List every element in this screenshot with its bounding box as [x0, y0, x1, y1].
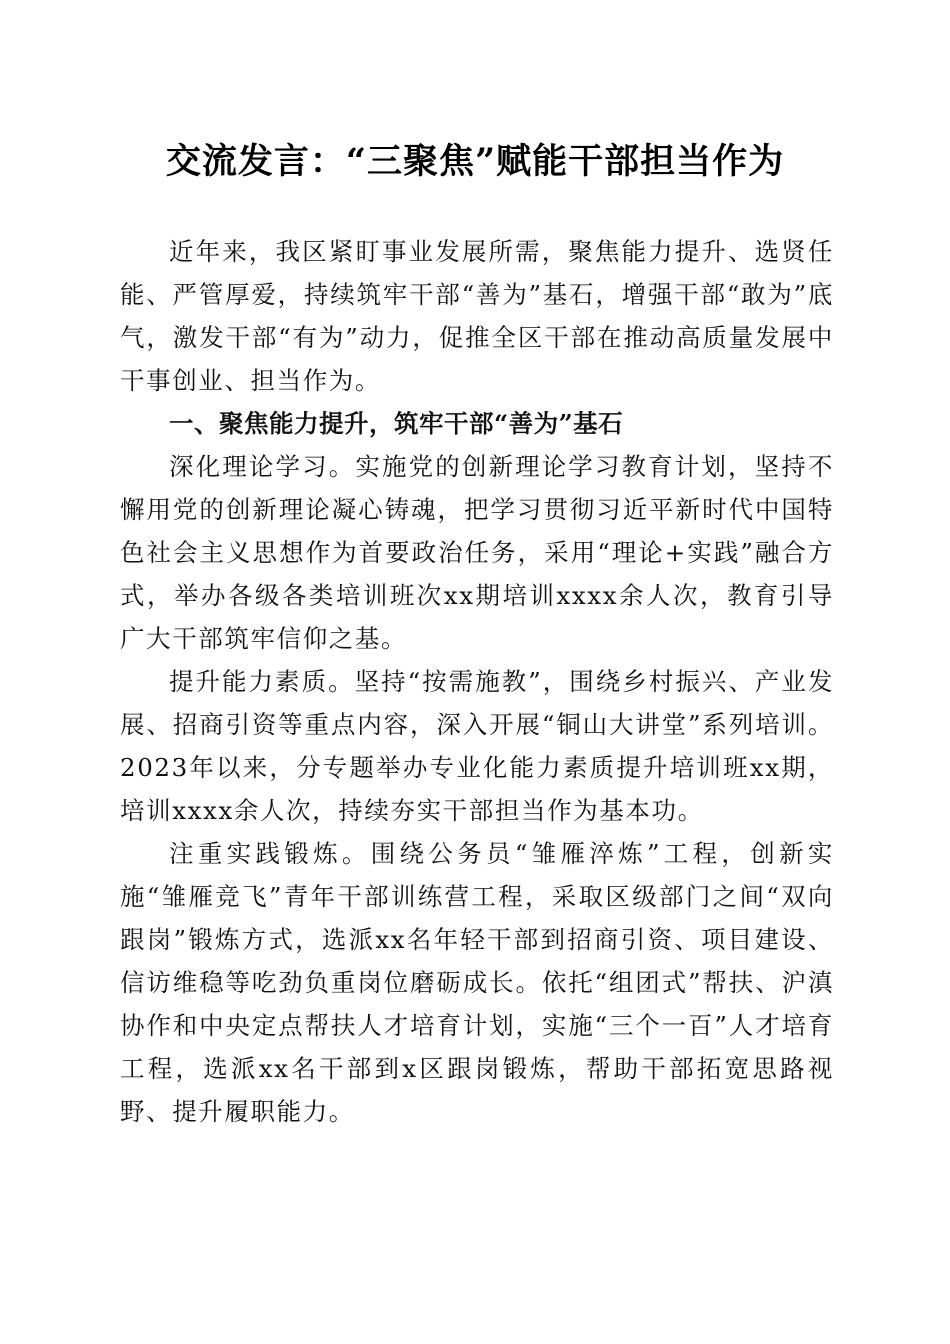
section-heading: 一、聚焦能力提升，筑牢干部“善为”基石: [169, 409, 624, 438]
document-body: [120, 230, 834, 1133]
document-title: 交流发言：“三聚焦”赋能干部担当作为: [165, 141, 785, 182]
intro-paragraph: 近年来，我区紧盯事业发展所需，聚焦能力提升、选贤任能、严管厚爱，持续筑牢干部“善为”基石，增强干部“敢为”底气，激发干部“有为”动力，促推全区干部在推动高质量发展中干事创业、担当作为。: [120, 237, 834, 395]
paragraph-ability-quality: 提升能力素质。坚持“按需施教”，围绕乡村振兴、产业发展、招商引资等重点内容，深入开展“铜山大讲堂”系列培训。2023年以来，分专题举办专业化能力素质提升培训班xx期，培训xxxx余人次，持续夯实干部担当作为基本功。: [120, 667, 834, 825]
paragraph-theory-study: 深化理论学习。实施党的创新理论学习教育计划，坚持不懈用党的创新理论凝心铸魂，把学习贯彻习近平新时代中国特色社会主义思想作为首要政治任务，采用“理论+实践”融合方式，举办各级各类培训班次xx期培训xxxx余人次，教育引导广大干部筑牢信仰之基。: [120, 452, 834, 653]
paragraph-practice-training: 注重实践锻炼。围绕公务员“雏雁淬炼”工程，创新实施“雏雁竞飞”青年干部训练营工程，采取区级部门之间“双向跟岗”锻炼方式，选派xx名年轻干部到招商引资、项目建设、信访维稳等吃劲负重岗位磨砺成长。依托“组团式”帮扶、沪滇协作和中央定点帮扶人才培育计划，实施“三个一百”人才培育工程，选派xx名干部到x区跟岗锻炼，帮助干部拓宽思路视野、提升履职能力。: [120, 839, 834, 1126]
